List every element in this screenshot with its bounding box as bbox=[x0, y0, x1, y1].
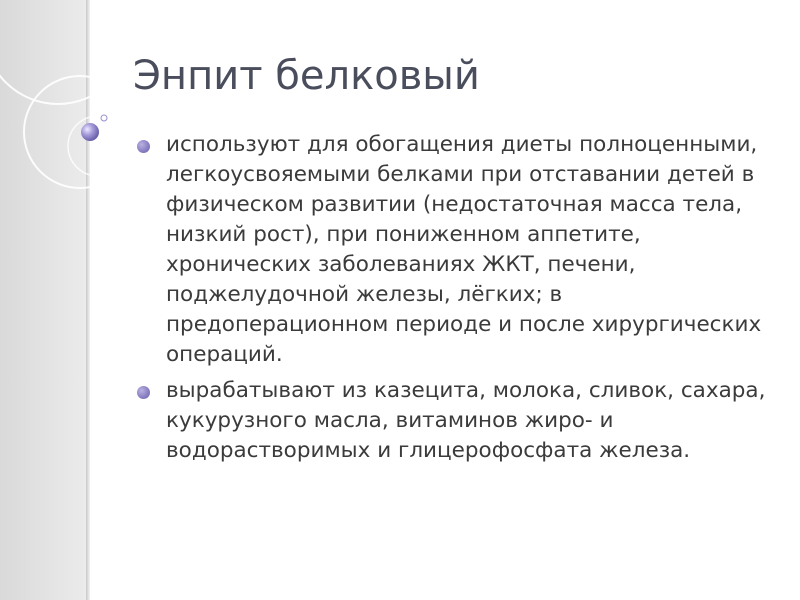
decor-ring-small bbox=[68, 116, 128, 176]
bullet-icon bbox=[137, 386, 150, 399]
decor-orb bbox=[81, 123, 99, 141]
bullet-text: используют для обогащения диеты полноценными, легкоусвояемыми белками при отставании детей в физическом развитии (недостаточная масса тела, низкий рост), при пониженном аппетите, хронических заболеваниях ЖКТ, печени, поджелудочной железы, лёгких; в предоперационном периоде и после хирургических операций. bbox=[166, 132, 762, 367]
decor-ring-medium bbox=[24, 76, 136, 188]
bullet-icon bbox=[137, 140, 150, 153]
bullet-list bbox=[133, 130, 783, 472]
slide-title: Энпит белковый bbox=[133, 53, 480, 99]
list-item bbox=[133, 130, 783, 370]
list-item bbox=[133, 376, 783, 466]
decor-ring-large bbox=[0, 0, 132, 104]
bullet-text: вырабатывают из казецита, молока, сливок, сахара, кукурузного масла, витаминов жиро- и водорастворимых и глицерофосфата железа. bbox=[166, 378, 766, 463]
